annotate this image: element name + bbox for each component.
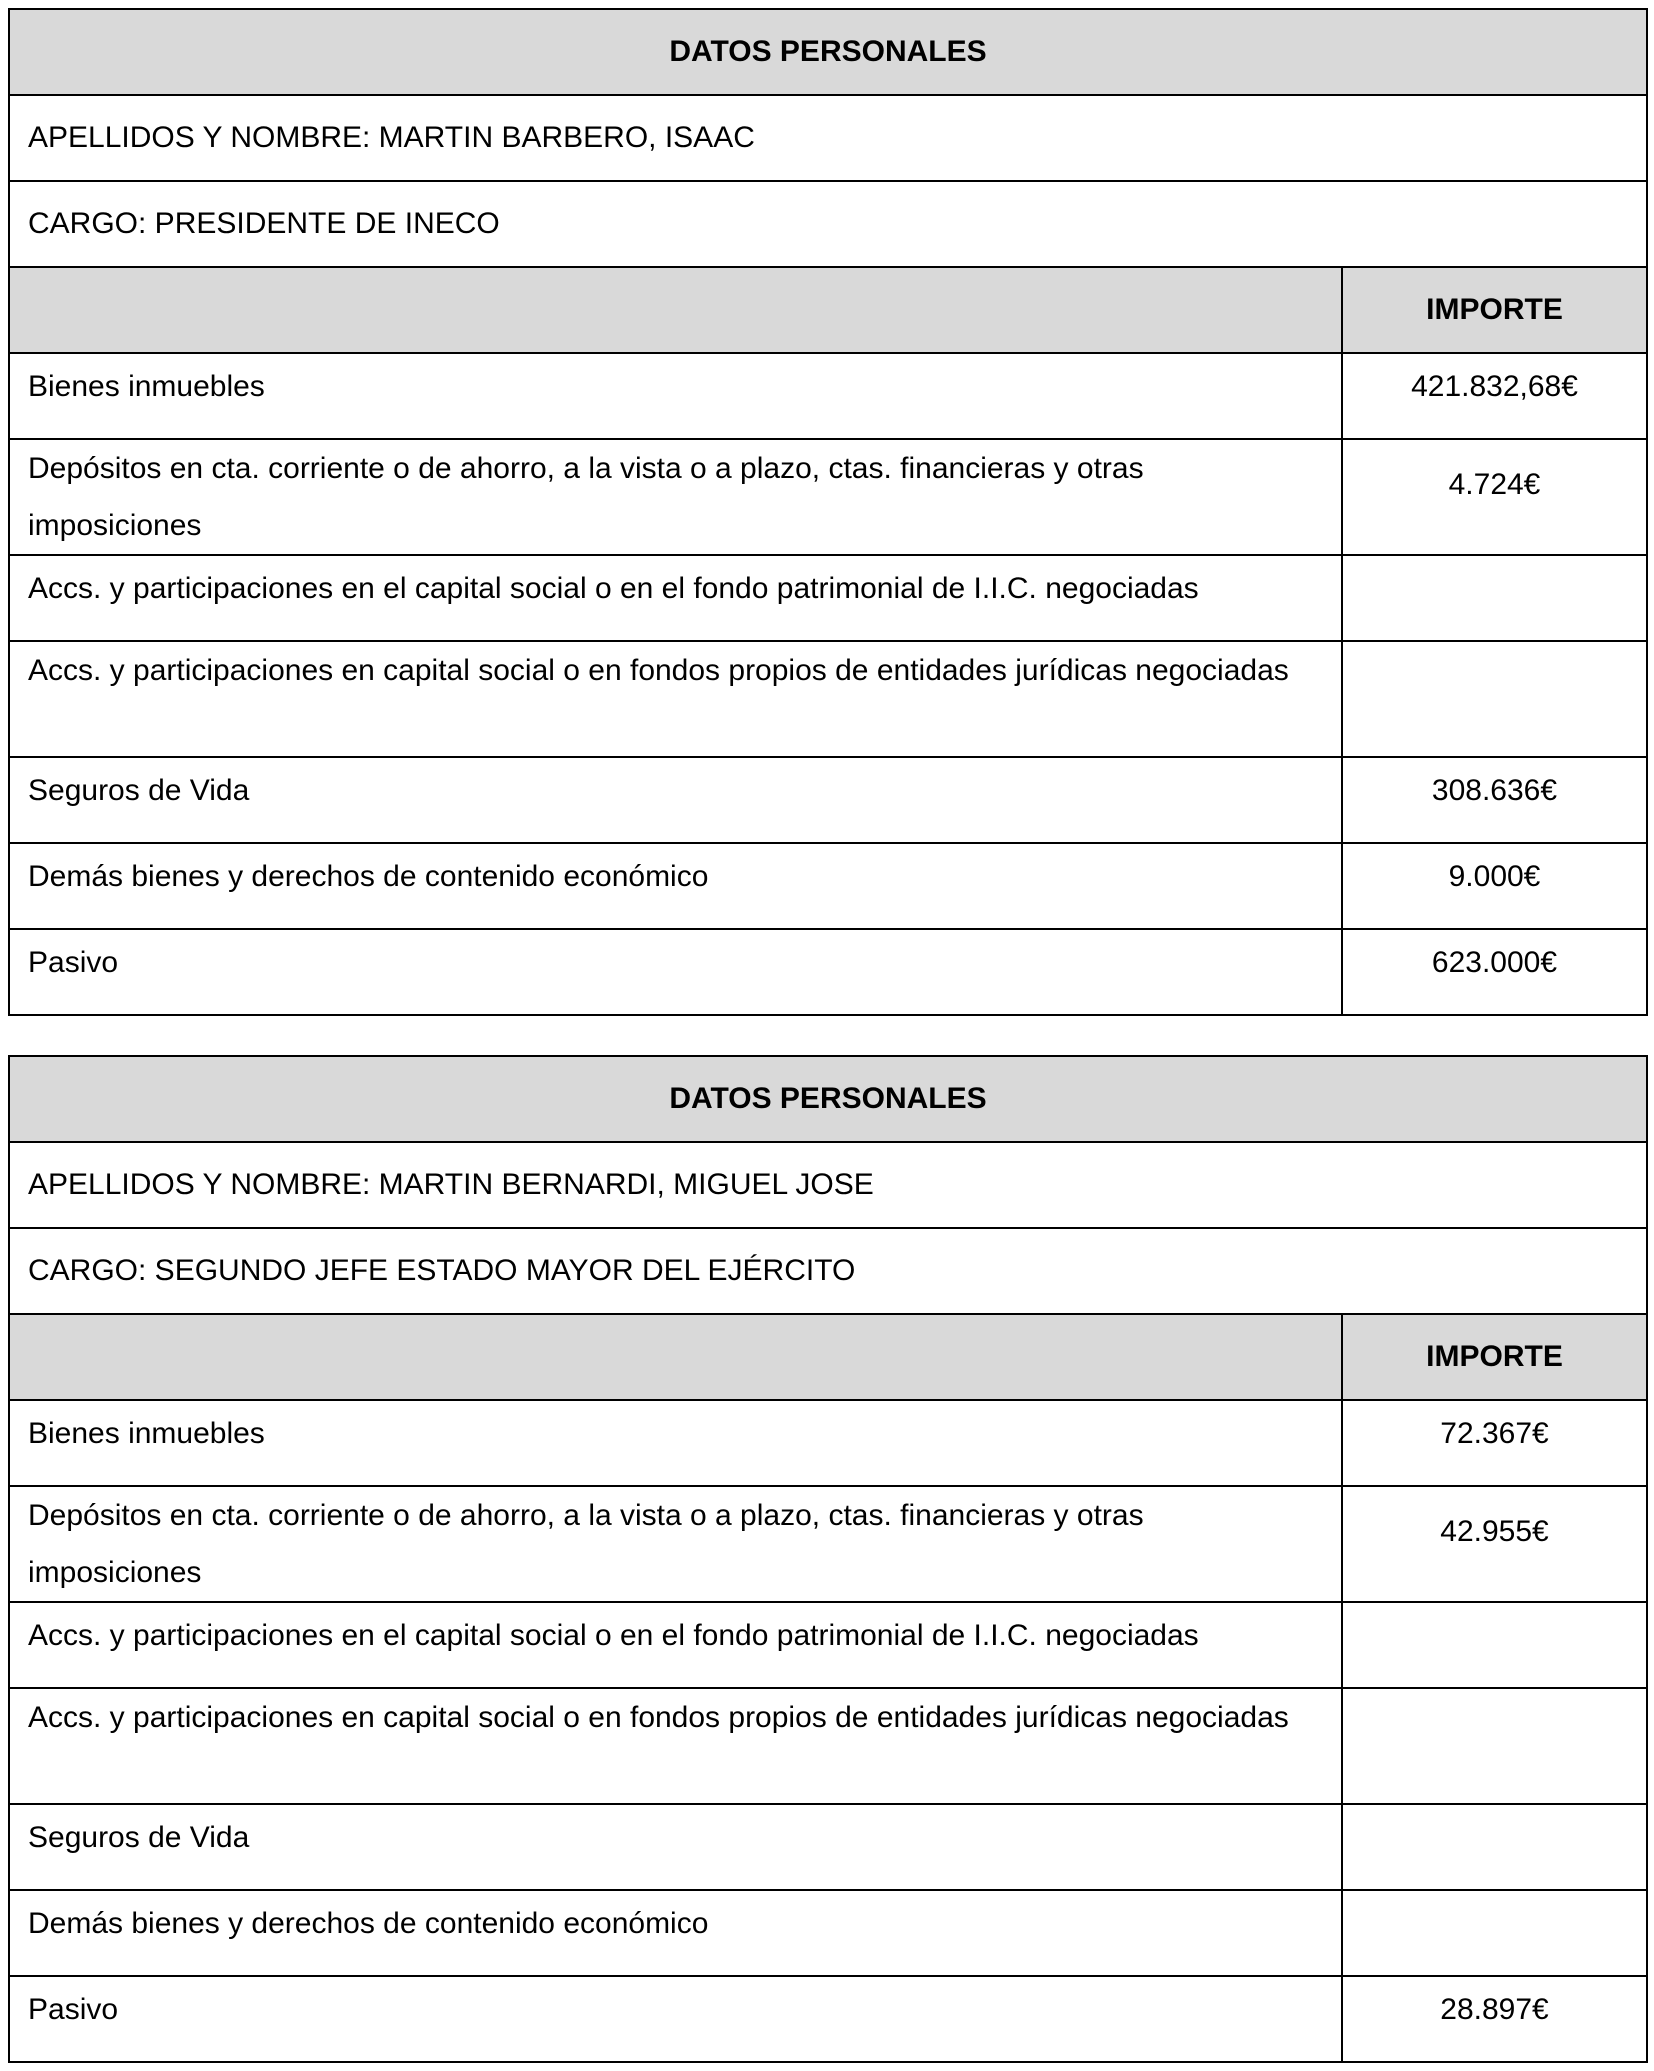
row-amount: 308.636€ [1342, 757, 1647, 843]
table-row [9, 641, 1647, 757]
row-amount: 42.955€ [1342, 1486, 1647, 1602]
row-label: Pasivo [9, 1976, 1342, 2062]
name-row [9, 95, 1647, 181]
name-row [9, 1142, 1647, 1228]
section-title: DATOS PERSONALES [9, 9, 1647, 95]
name-field: APELLIDOS Y NOMBRE: MARTIN BERNARDI, MIGUEL JOSE [9, 1142, 1647, 1228]
row-amount [1342, 1688, 1647, 1804]
table-row [9, 843, 1647, 929]
table-row [9, 439, 1647, 555]
row-amount: 28.897€ [1342, 1976, 1647, 2062]
declaration-table-2 [8, 1055, 1648, 2063]
concept-header-cell [9, 267, 1342, 353]
amount-header: IMPORTE [1342, 1314, 1647, 1400]
row-label: Depósitos en cta. corriente o de ahorro, a la vista o a plazo, ctas. financieras y otras imposiciones [9, 439, 1342, 555]
row-label: Accs. y participaciones en el capital social o en el fondo patrimonial de I.I.C. negociadas [9, 1602, 1342, 1688]
row-label: Accs. y participaciones en el capital social o en el fondo patrimonial de I.I.C. negociadas [9, 555, 1342, 641]
row-amount [1342, 555, 1647, 641]
row-label: Bienes inmuebles [9, 353, 1342, 439]
table-row [9, 1688, 1647, 1804]
cargo-row [9, 181, 1647, 267]
row-amount: 9.000€ [1342, 843, 1647, 929]
header-row [9, 1056, 1647, 1142]
concept-header-cell [9, 1314, 1342, 1400]
section-title: DATOS PERSONALES [9, 1056, 1647, 1142]
row-amount [1342, 1602, 1647, 1688]
row-amount [1342, 1890, 1647, 1976]
table-row [9, 353, 1647, 439]
row-label: Demás bienes y derechos de contenido económico [9, 843, 1342, 929]
row-label: Demás bienes y derechos de contenido económico [9, 1890, 1342, 1976]
row-label: Seguros de Vida [9, 757, 1342, 843]
declaration-table-1 [8, 8, 1648, 1016]
column-header-row [9, 267, 1647, 353]
cargo-row [9, 1228, 1647, 1314]
table-row [9, 1602, 1647, 1688]
row-label: Bienes inmuebles [9, 1400, 1342, 1486]
cargo-field: CARGO: PRESIDENTE DE INECO [9, 181, 1647, 267]
row-amount: 421.832,68€ [1342, 353, 1647, 439]
table-row [9, 1976, 1647, 2062]
column-header-row [9, 1314, 1647, 1400]
cargo-field: CARGO: SEGUNDO JEFE ESTADO MAYOR DEL EJÉRCITO [9, 1228, 1647, 1314]
table-row [9, 1486, 1647, 1602]
table-row [9, 555, 1647, 641]
table-row [9, 1804, 1647, 1890]
table-row [9, 757, 1647, 843]
row-amount: 4.724€ [1342, 439, 1647, 555]
row-amount [1342, 1804, 1647, 1890]
header-row [9, 9, 1647, 95]
row-amount: 623.000€ [1342, 929, 1647, 1015]
row-amount: 72.367€ [1342, 1400, 1647, 1486]
row-amount [1342, 641, 1647, 757]
table-row [9, 929, 1647, 1015]
table-row [9, 1400, 1647, 1486]
row-label: Depósitos en cta. corriente o de ahorro, a la vista o a plazo, ctas. financieras y otras imposiciones [9, 1486, 1342, 1602]
row-label: Seguros de Vida [9, 1804, 1342, 1890]
name-field: APELLIDOS Y NOMBRE: MARTIN BARBERO, ISAAC [9, 95, 1647, 181]
row-label: Accs. y participaciones en capital social o en fondos propios de entidades jurídicas negociadas [9, 641, 1342, 757]
table-row [9, 1890, 1647, 1976]
row-label: Pasivo [9, 929, 1342, 1015]
row-label: Accs. y participaciones en capital social o en fondos propios de entidades jurídicas negociadas [9, 1688, 1342, 1804]
amount-header: IMPORTE [1342, 267, 1647, 353]
